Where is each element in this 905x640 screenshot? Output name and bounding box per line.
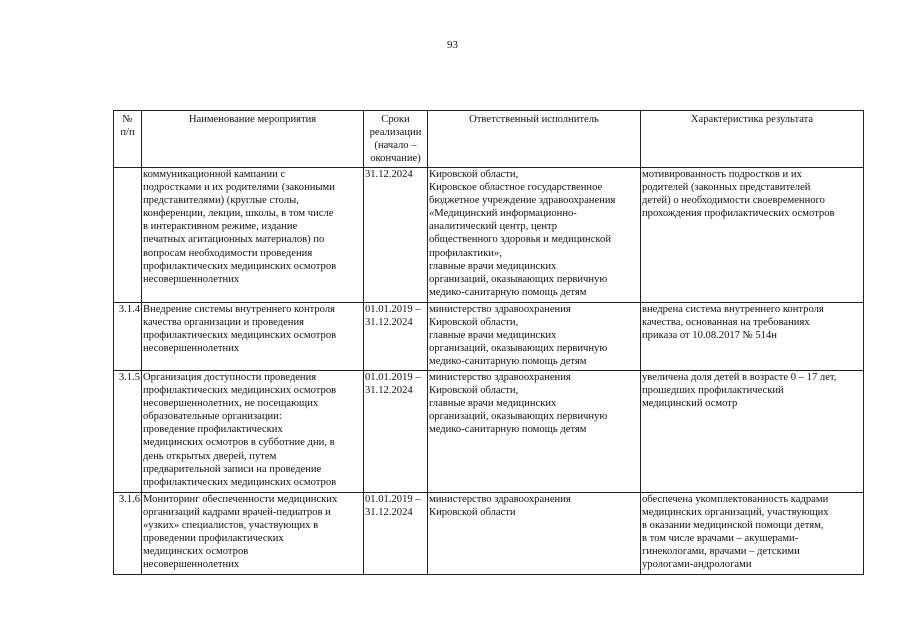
header-activity-name: Наименование мероприятия — [142, 111, 364, 168]
row-result: увеличена доля детей в возрасте 0 – 17 лет, прошедших профилактический медицинский осмотр — [641, 371, 864, 493]
row-number: 3.1.5 — [114, 371, 142, 493]
row-activity-name: Мониторинг обеспеченности медицинских организаций кадрами врачей-педиатров и «узких» специалистов, участвующих в проведении профилактических медицинских осмотров несовершеннолетних — [142, 493, 364, 575]
row-executor: Кировской области, Кировское областное государственное бюджетное учреждение здравоохранения «Медицинский информационно- аналитический центр, центр общественного здоровья и медицинской профилактики», главные врачи медицинских организаций, оказывающих первичную медико-санитарную помощь детям — [428, 168, 641, 303]
row-result: внедрена система внутреннего контроля качества, основанная на требованиях приказа от 10.08.2017 № 514н — [641, 303, 864, 371]
row-number: 3.1.4 — [114, 303, 142, 371]
header-number: № п/п — [114, 111, 142, 168]
row-result: мотивированность подростков и их родителей (законных представителей детей) о необходимости своевременного прохождения профилактических осмотров — [641, 168, 864, 303]
row-number — [114, 168, 142, 303]
table-row — [114, 168, 864, 303]
header-result: Характеристика результата — [641, 111, 864, 168]
row-executor: министерство здравоохранения Кировской области, главные врачи медицинских организаций, оказывающих первичную медико-санитарную помощь детям — [428, 371, 641, 493]
row-number: 3.1.6 — [114, 493, 142, 575]
table-row — [114, 303, 864, 371]
row-period: 01.01.2019 – 31.12.2024 — [364, 371, 428, 493]
row-activity-name: коммуникационной кампании с подростками и их родителями (законными представителями) (круглые столы, конференции, лекции, школы, в том числе в интерактивном режиме, издание печатных агитационных материалов) по вопросам необходимости проведения профилактических медицинских осмотров несовершеннолетних — [142, 168, 364, 303]
page-number: 93 — [447, 39, 458, 51]
row-result: обеспечена укомплектованность кадрами медицинских организаций, участвующих в оказании медицинской помощи детям, в том числе врачами – акушерами- гинекологами, врачами – детскими урологами-андрологами — [641, 493, 864, 575]
header-executor: Ответственный исполнитель — [428, 111, 641, 168]
row-period: 01.01.2019 – 31.12.2024 — [364, 493, 428, 575]
table-header-row — [114, 111, 864, 168]
activities-table — [113, 110, 864, 575]
row-executor: министерство здравоохранения Кировской области, главные врачи медицинских организаций, оказывающих первичную медико-санитарную помощь детям — [428, 303, 641, 371]
row-activity-name: Внедрение системы внутреннего контроля качества организации и проведения профилактических медицинских осмотров несовершеннолетних — [142, 303, 364, 371]
table-row — [114, 371, 864, 493]
row-period: 01.01.2019 – 31.12.2024 — [364, 303, 428, 371]
row-executor: министерство здравоохранения Кировской области — [428, 493, 641, 575]
row-period: 31.12.2024 — [364, 168, 428, 303]
header-period: Сроки реализации (начало – окончание) — [364, 111, 428, 168]
table-row — [114, 493, 864, 575]
row-activity-name: Организация доступности проведения профилактических медицинских осмотров несовершеннолетних, не посещающих образовательные организации: проведение профилактических медицинских осмотров в субботние дни, в день открытых дверей, путем предварительной записи на проведение профилактических медицинских осмотров — [142, 371, 364, 493]
